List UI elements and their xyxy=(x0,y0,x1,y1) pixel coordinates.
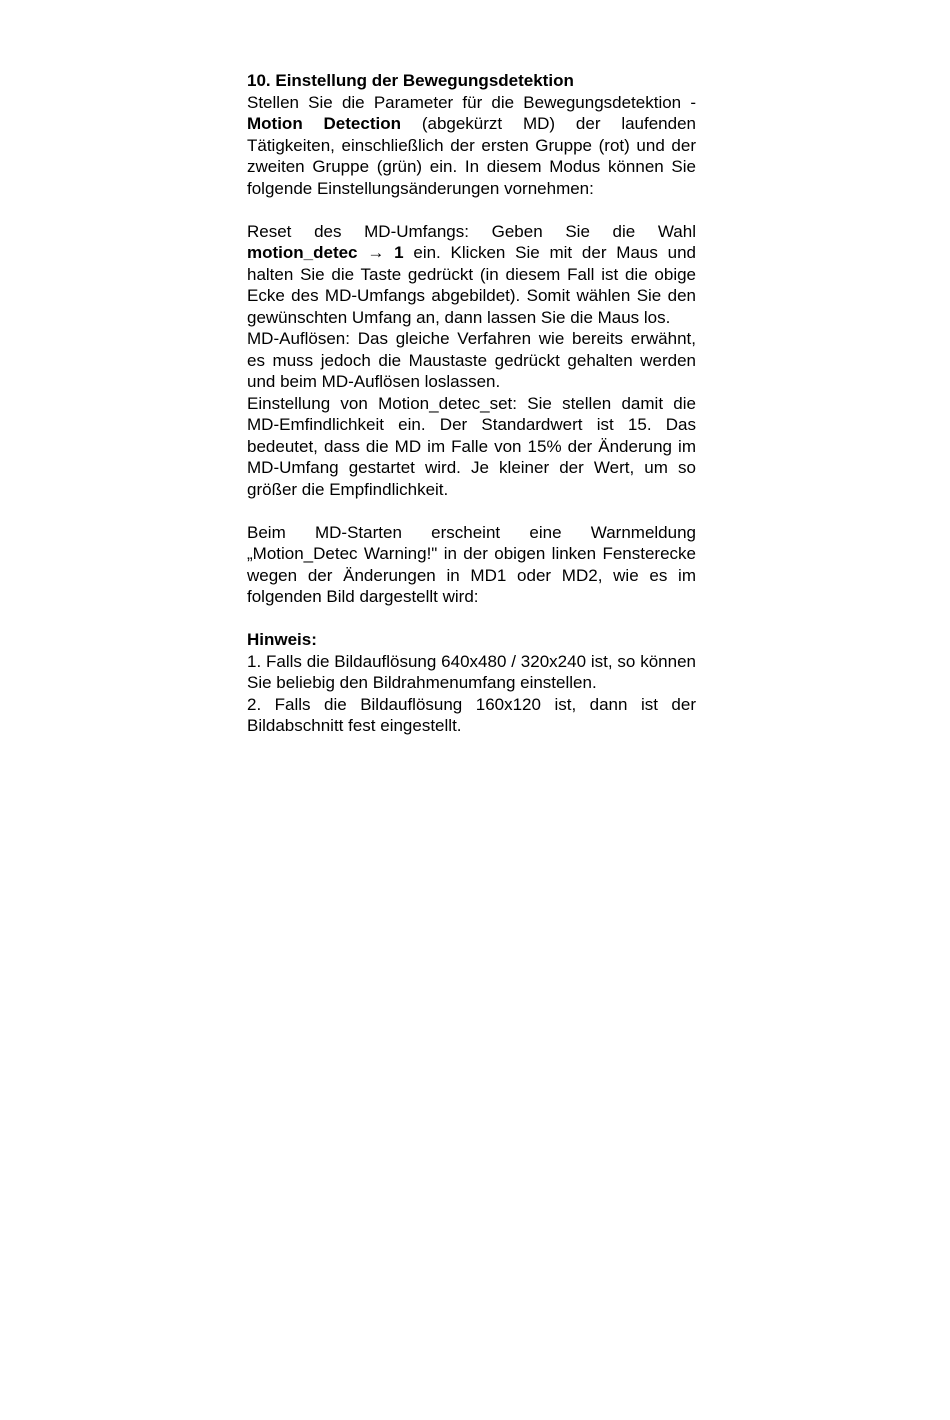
reset-paragraph xyxy=(247,221,696,329)
reset-term-motion-detec: motion_detec xyxy=(247,243,358,262)
intro-text-end: (abgekürzt MD) der laufenden Tätigkeiten, einschließlich der ersten Gruppe (rot) und der zweiten Gruppe (grün) ein. In diesem Modus können Sie folgende Einstellungsänderungen vornehmen: xyxy=(247,114,696,198)
md-aufloesen-paragraph: MD-Auflösen: Das gleiche Verfahren wie bereits erwähnt, es muss jedoch die Maustaste gedrückt gehalten werden und beim MD-Auflösen loslassen. xyxy=(247,329,696,391)
reset-text-start: Reset des MD-Umfangs: Geben Sie die Wahl xyxy=(247,221,696,241)
reset-text-end: ein. Klicken Sie mit der Maus und halten Sie die Taste gedrückt (in diesem Fall ist die obige Ecke des MD-Umfangs abgebildet). Somit wählen Sie den gewünschten Umfang an, dann lassen Sie die Maus los. xyxy=(247,243,697,327)
hint-item-1: 1. Falls die Bildauflösung 640x480 / 320x240 ist, so können Sie beliebig den Bildrahmenumfang einstellen. xyxy=(247,651,696,692)
hint-item-2: 2. Falls die Bildauflösung 160x120 ist, dann ist der Bildabschnitt fest eingestellt. xyxy=(247,694,696,735)
arrow-icon: → xyxy=(357,243,395,262)
intro-text-start: Stellen Sie die Parameter für die Bewegungsdetektion - xyxy=(247,92,696,112)
paragraph-spacer xyxy=(247,199,696,221)
hint-title: Hinweis: xyxy=(247,630,317,649)
paragraph-spacer xyxy=(247,500,696,522)
warning-paragraph: Beim MD-Starten erscheint eine Warnmeldung „Motion_Detec Warning!" in der obigen linken Fensterecke wegen der Änderungen in MD1 oder MD2, wie es im folgenden Bild dargestellt wird: xyxy=(247,522,696,606)
sensitivity-paragraph: Einstellung von Motion_detec_set: Sie stellen damit die MD-Emfindlichkeit ein. Der Standardwert ist 15. Das bedeutet, dass die MD im Falle von 15% der Änderung im MD-Umfang gestartet wird. Je kleiner der Wert, um so größer die Empfindlichkeit. xyxy=(247,393,696,499)
section-title: 10. Einstellung der Bewegungsdetektion xyxy=(247,71,574,90)
intro-paragraph xyxy=(247,92,696,200)
paragraph-spacer xyxy=(247,608,696,630)
document-page xyxy=(247,70,696,737)
reset-term-number: 1 xyxy=(394,243,404,262)
intro-term-motion-detection: Motion Detection xyxy=(247,114,401,133)
